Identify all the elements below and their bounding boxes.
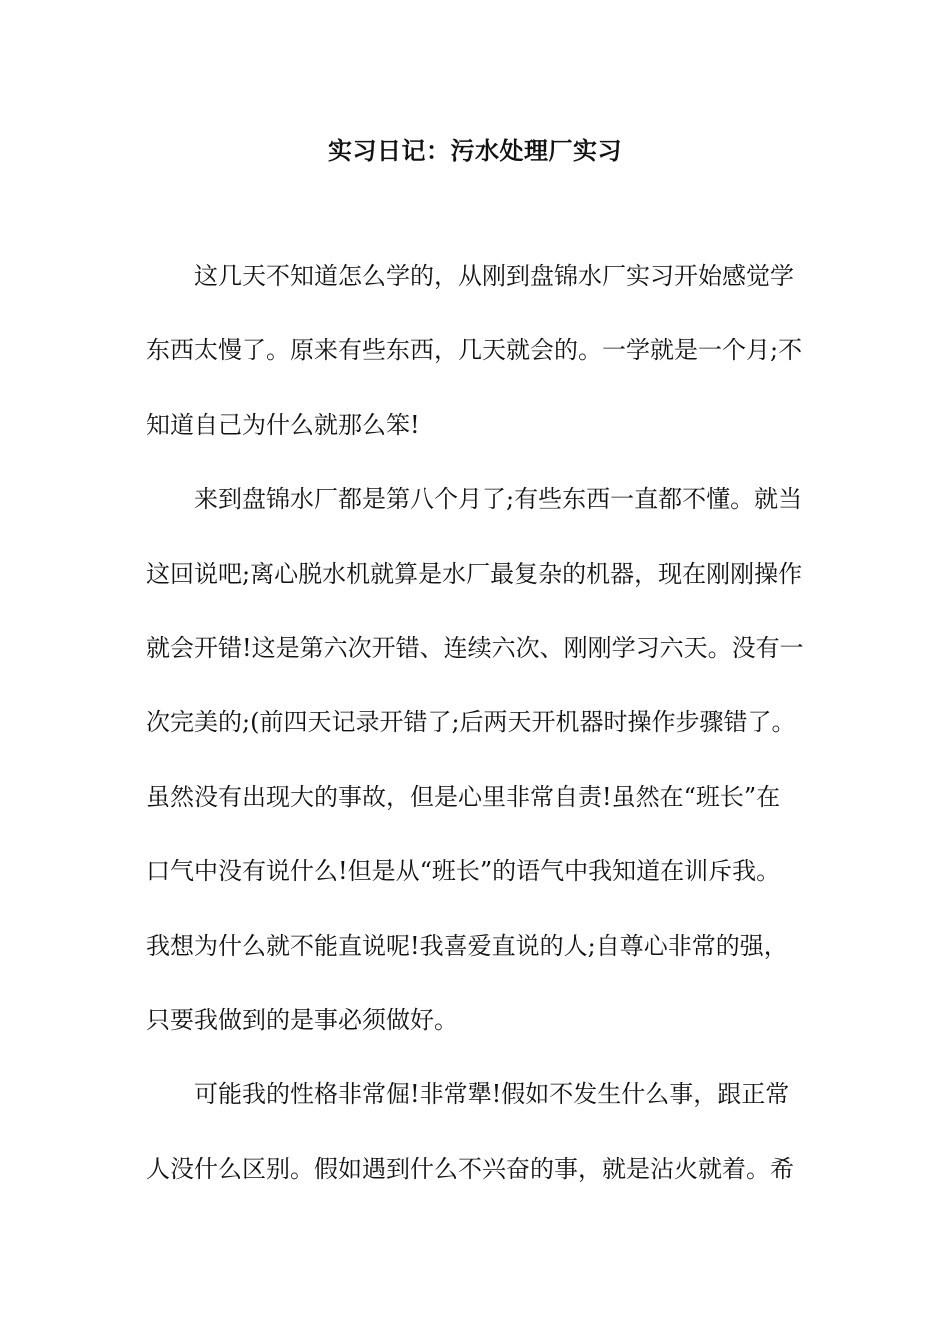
paragraph-2-line-7: 我想为什么就不能直说呢!我喜爱直说的人;自尊心非常的强，: [146, 931, 788, 960]
document-body: [146, 256, 806, 1223]
paragraph-2-line-6: 口气中没有说什么!但是从“班长”的语气中我知道在训斥我。: [146, 857, 781, 886]
paragraph-2-line-5: 虽然没有出现大的事故，但是心里非常自责!虽然在“班长”在: [146, 782, 781, 811]
paragraph-2-line-2: 这回说吧;离心脱水机就算是水厂最复杂的机器，现在刚刚操作: [146, 559, 803, 588]
paragraph-1-line-3: 知道自己为什么就那么笨!: [146, 410, 420, 439]
paragraph-1-line-2: 东西太慢了。原来有些东西，几天就会的。一学就是一个月;不: [146, 336, 803, 365]
document-title: 实习日记：污水处理厂实习: [328, 136, 622, 165]
paragraph-2-line-4: 次完美的;(前四天记录开错了;后两天开机器时操作步骤错了。: [146, 708, 796, 737]
paragraph-3-line-2: 人没什么区别。假如遇到什么不兴奋的事，就是沾火就着。希: [146, 1154, 794, 1183]
paragraph-2-line-1: 来到盘锦水厂都是第八个月了;有些东西一直都不懂。就当: [194, 485, 803, 514]
paragraph-2-line-8: 只要我做到的是事必须做好。: [146, 1005, 458, 1034]
paragraph-3-line-1: 可能我的性格非常倔!非常犟!假如不发生什么事，跟正常: [194, 1080, 790, 1109]
paragraph-1-line-1: 这几天不知道怎么学的，从刚到盘锦水厂实习开始感觉学: [194, 262, 794, 290]
paragraph-2-line-3: 就会开错!这是第六次开错、连续六次、刚刚学习六天。没有一: [146, 633, 804, 662]
